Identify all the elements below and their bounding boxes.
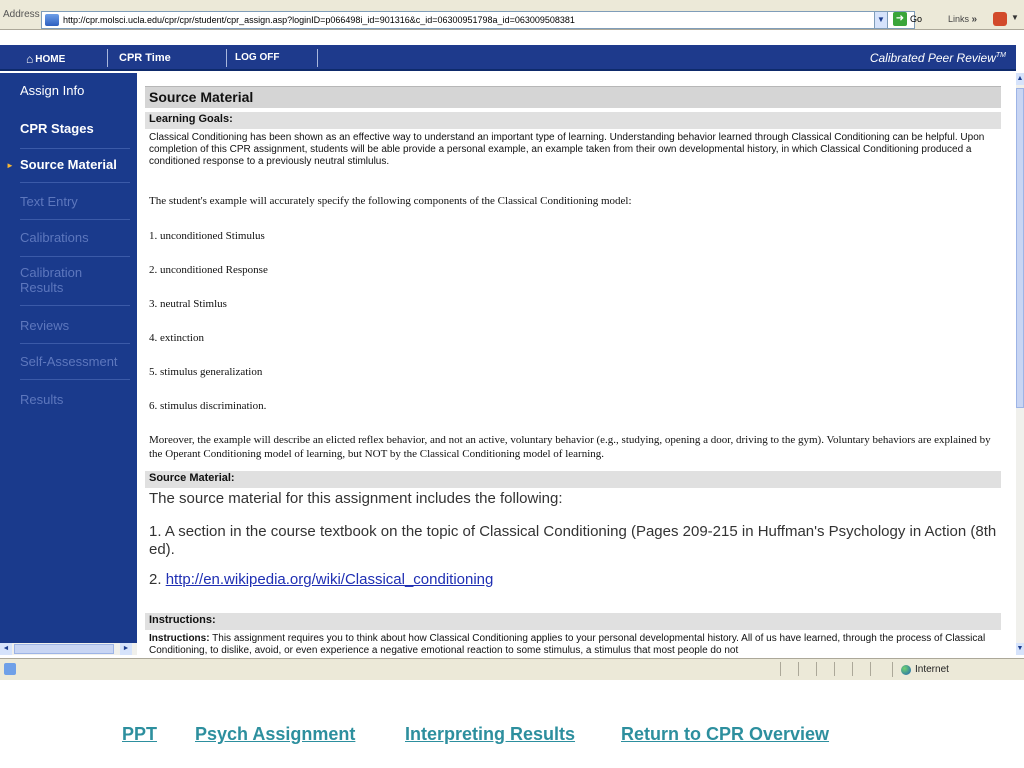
chevron-down-icon[interactable]: ▼: [1011, 13, 1019, 22]
instructions-body: This assignment requires you to think about how Classical Conditioning applies to your personal developmental history. All of us have learned, through the process of Classical Conditioning, to dislike, avoid, or even experience a negative emotional reaction to some stimulus, a stimulus that most people do not: [149, 633, 986, 656]
ppt-link[interactable]: PPT: [122, 724, 158, 744]
security-zone-label: Internet: [915, 664, 949, 675]
sidebar-divider: [20, 305, 130, 306]
status-cell: [780, 662, 798, 676]
source-item: 1. A section in the course textbook on the topic of Classical Conditioning (Pages 209-215 in Huffman's Psychology in Action (8th ed).: [149, 523, 997, 558]
source-material-heading: Source Material:: [145, 471, 1001, 488]
go-arrow-icon: ➜: [893, 12, 907, 26]
sidebar-item-reviews: Reviews: [20, 318, 70, 333]
sidebar-item-source-material[interactable]: Source Material: [20, 157, 117, 172]
nav-divider: [317, 49, 318, 67]
address-input[interactable]: [41, 11, 915, 29]
brand-title: [870, 51, 1006, 65]
main-content: [137, 73, 1016, 656]
instructions-text: [149, 633, 995, 657]
scroll-right-icon[interactable]: ►: [120, 643, 132, 655]
moreover-text: Moreover, the example will describe an elicted reflex behavior, and not an active, voluntary behavior (e.g., studying, opening a door, driving to the gym). Voluntary behaviors are explained by the Operant Conditioning model of learning, but NOT by the Classical Conditioning model of learning.: [149, 434, 991, 460]
status-cell: [834, 662, 852, 676]
address-dropdown-icon[interactable]: ▼: [874, 11, 888, 29]
status-cells: [780, 662, 888, 676]
component-item: 1. unconditioned Stimulus: [149, 230, 265, 242]
nav-divider: [107, 49, 108, 67]
sidebar-item-results: Results: [20, 392, 64, 407]
horizontal-scrollbar[interactable]: [0, 643, 137, 655]
links-label: Links: [948, 14, 970, 24]
sidebar-item-text-entry: Text Entry: [20, 194, 78, 209]
top-navigation: [0, 45, 1016, 71]
sidebar-divider: [20, 343, 130, 344]
browser-address-bar: [0, 0, 1024, 30]
status-cell: [870, 662, 888, 676]
footer-links: [0, 724, 1024, 748]
logoff-link[interactable]: [235, 52, 279, 63]
logoff-label: LOG OFF: [235, 52, 280, 63]
source-intro: The source material for this assignment includes the following:: [149, 490, 563, 507]
brand-trademark: TM: [995, 52, 1006, 59]
scroll-down-icon[interactable]: ▼: [1016, 643, 1024, 655]
home-link[interactable]: [26, 52, 65, 66]
sidebar-divider: [20, 219, 130, 220]
scroll-left-icon[interactable]: ◄: [0, 643, 12, 655]
address-url[interactable]: http://cpr.molsci.ucla.edu/cpr/cpr/student/cpr_assign.asp?loginID=p066498i_id=901316&c_id=06300951798a_id=063009508381: [63, 15, 575, 25]
sidebar-divider: [20, 256, 130, 257]
scrollbar-thumb[interactable]: [1016, 88, 1024, 408]
sidebar-divider: [20, 182, 130, 183]
instructions-heading: Instructions:: [145, 613, 1001, 630]
learning-goals-text: Classical Conditioning has been shown as an effective way to understand an important type of learning. Understanding behavior learned through Classical Conditioning can be helpful. Upon completion of this CPR assignment, students will be able provide a personal example, an example taken from their own developmental history, in which Classical Conditioning produced a conditioned response to a previously neutral stimlulus.: [149, 132, 985, 167]
nav-divider: [226, 49, 227, 67]
component-item: 2. unconditioned Response: [149, 264, 268, 276]
return-to-cpr-overview-link[interactable]: Return to CPR Overview: [621, 724, 830, 744]
sidebar-item-assign-info[interactable]: Assign Info: [20, 83, 85, 98]
chevron-right-icon: »: [971, 14, 978, 25]
address-label: Address: [3, 9, 40, 20]
go-button[interactable]: [893, 12, 922, 26]
go-label: Go: [910, 14, 923, 24]
learning-goals-heading: Learning Goals:: [145, 112, 1001, 129]
toolbar-extension-icon[interactable]: [993, 12, 1007, 26]
sidebar-item-calibrations: Calibrations: [20, 230, 89, 245]
cpr-time-label: CPR Time: [119, 52, 171, 64]
page-status-icon: [4, 663, 16, 675]
components-intro: The student's example will accurately specify the following components of the Classical Conditioning model:: [149, 195, 632, 207]
status-cell: [852, 662, 870, 676]
home-icon: ⌂: [26, 52, 34, 66]
page-title: Source Material: [145, 86, 1001, 108]
status-cell: [816, 662, 834, 676]
wikipedia-link[interactable]: http://en.wikipedia.org/wiki/Classical_conditioning: [165, 571, 494, 588]
instructions-label: Instructions:: [149, 633, 210, 644]
component-item: 4. extinction: [149, 332, 204, 344]
status-bar: [0, 658, 1024, 680]
scrollbar-thumb[interactable]: [14, 644, 114, 654]
vertical-scrollbar[interactable]: [1016, 73, 1024, 655]
globe-icon: [901, 665, 911, 675]
sidebar-heading-cpr-stages: CPR Stages: [20, 121, 94, 136]
scroll-up-icon[interactable]: ▲: [1016, 73, 1024, 85]
security-zone: [892, 662, 1017, 677]
brand-text: Calibrated Peer Review: [869, 51, 996, 65]
component-item: 3. neutral Stimlus: [149, 298, 227, 310]
sidebar-item-self-assessment: Self-Assessment: [20, 354, 118, 369]
home-label: HOME: [35, 53, 66, 65]
psych-assignment-link[interactable]: Psych Assignment: [195, 724, 356, 744]
status-cell: [798, 662, 816, 676]
source-item: [149, 571, 999, 589]
cpr-time-link[interactable]: [119, 52, 171, 64]
active-arrow-icon: ►: [6, 161, 14, 170]
page-icon: [45, 14, 59, 26]
component-item: 5. stimulus generalization: [149, 366, 263, 378]
links-button[interactable]: [948, 14, 977, 25]
sidebar-item-calibration-results: Calibration Results: [20, 265, 83, 295]
interpreting-results-link[interactable]: Interpreting Results: [405, 724, 576, 744]
source-item-prefix: 2.: [149, 571, 166, 588]
sidebar: [0, 73, 137, 643]
component-item: 6. stimulus discrimination.: [149, 400, 267, 412]
sidebar-divider: [20, 148, 130, 149]
sidebar-divider: [20, 379, 130, 380]
